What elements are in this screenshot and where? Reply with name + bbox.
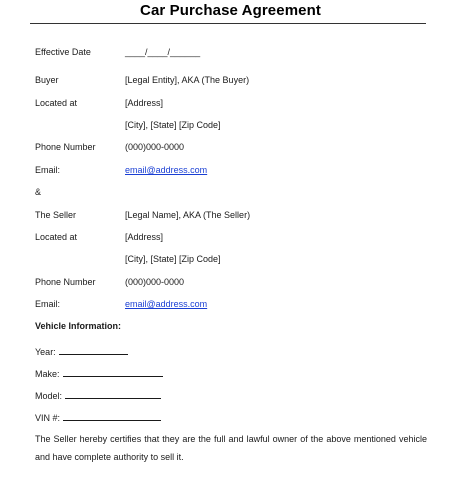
buyer-email-link[interactable]: email@address.com xyxy=(125,165,208,175)
seller-address-line2: [City], [State] [Zip Code] xyxy=(125,254,221,264)
vehicle-info-heading: Vehicle Information: xyxy=(35,321,122,331)
ampersand: & xyxy=(35,187,42,197)
buyer-phone-value: (000)000-0000 xyxy=(125,142,185,152)
effective-date-value: ____/____/______ xyxy=(125,47,201,57)
buyer-value: [Legal Entity], AKA (The Buyer) xyxy=(125,75,250,85)
title-underline xyxy=(30,23,426,24)
seller-value: [Legal Name], AKA (The Seller) xyxy=(125,210,251,220)
make-row xyxy=(35,367,163,380)
seller-located-label: Located at xyxy=(35,232,78,242)
vin-label: VIN #: xyxy=(35,413,61,423)
vin-row xyxy=(35,411,161,424)
certification-paragraph: The Seller hereby certifies that they are the full and lawful owner of the above mentioned vehicle and have complete authority to sell it. xyxy=(35,434,427,462)
seller-label: The Seller xyxy=(35,210,77,220)
seller-address-line1: [Address] xyxy=(125,232,164,242)
vin-blank[interactable] xyxy=(63,411,161,421)
model-label: Model: xyxy=(35,391,63,401)
model-blank[interactable] xyxy=(65,389,161,399)
year-row xyxy=(35,345,128,358)
year-blank[interactable] xyxy=(59,345,128,355)
document-title: Car Purchase Agreement xyxy=(140,2,321,19)
seller-email-label: Email: xyxy=(35,299,61,309)
buyer-phone-label: Phone Number xyxy=(35,142,96,152)
buyer-email-label: Email: xyxy=(35,165,61,175)
buyer-located-label: Located at xyxy=(35,98,78,108)
model-row xyxy=(35,389,161,402)
make-label: Make: xyxy=(35,369,60,379)
seller-email-link[interactable]: email@address.com xyxy=(125,299,208,309)
year-label: Year: xyxy=(35,347,56,357)
effective-date-label: Effective Date xyxy=(35,47,91,57)
buyer-address-line2: [City], [State] [Zip Code] xyxy=(125,120,221,130)
buyer-label: Buyer xyxy=(35,75,59,85)
buyer-address-line1: [Address] xyxy=(125,98,164,108)
make-blank[interactable] xyxy=(63,367,163,377)
seller-phone-value: (000)000-0000 xyxy=(125,277,185,287)
seller-phone-label: Phone Number xyxy=(35,277,96,287)
